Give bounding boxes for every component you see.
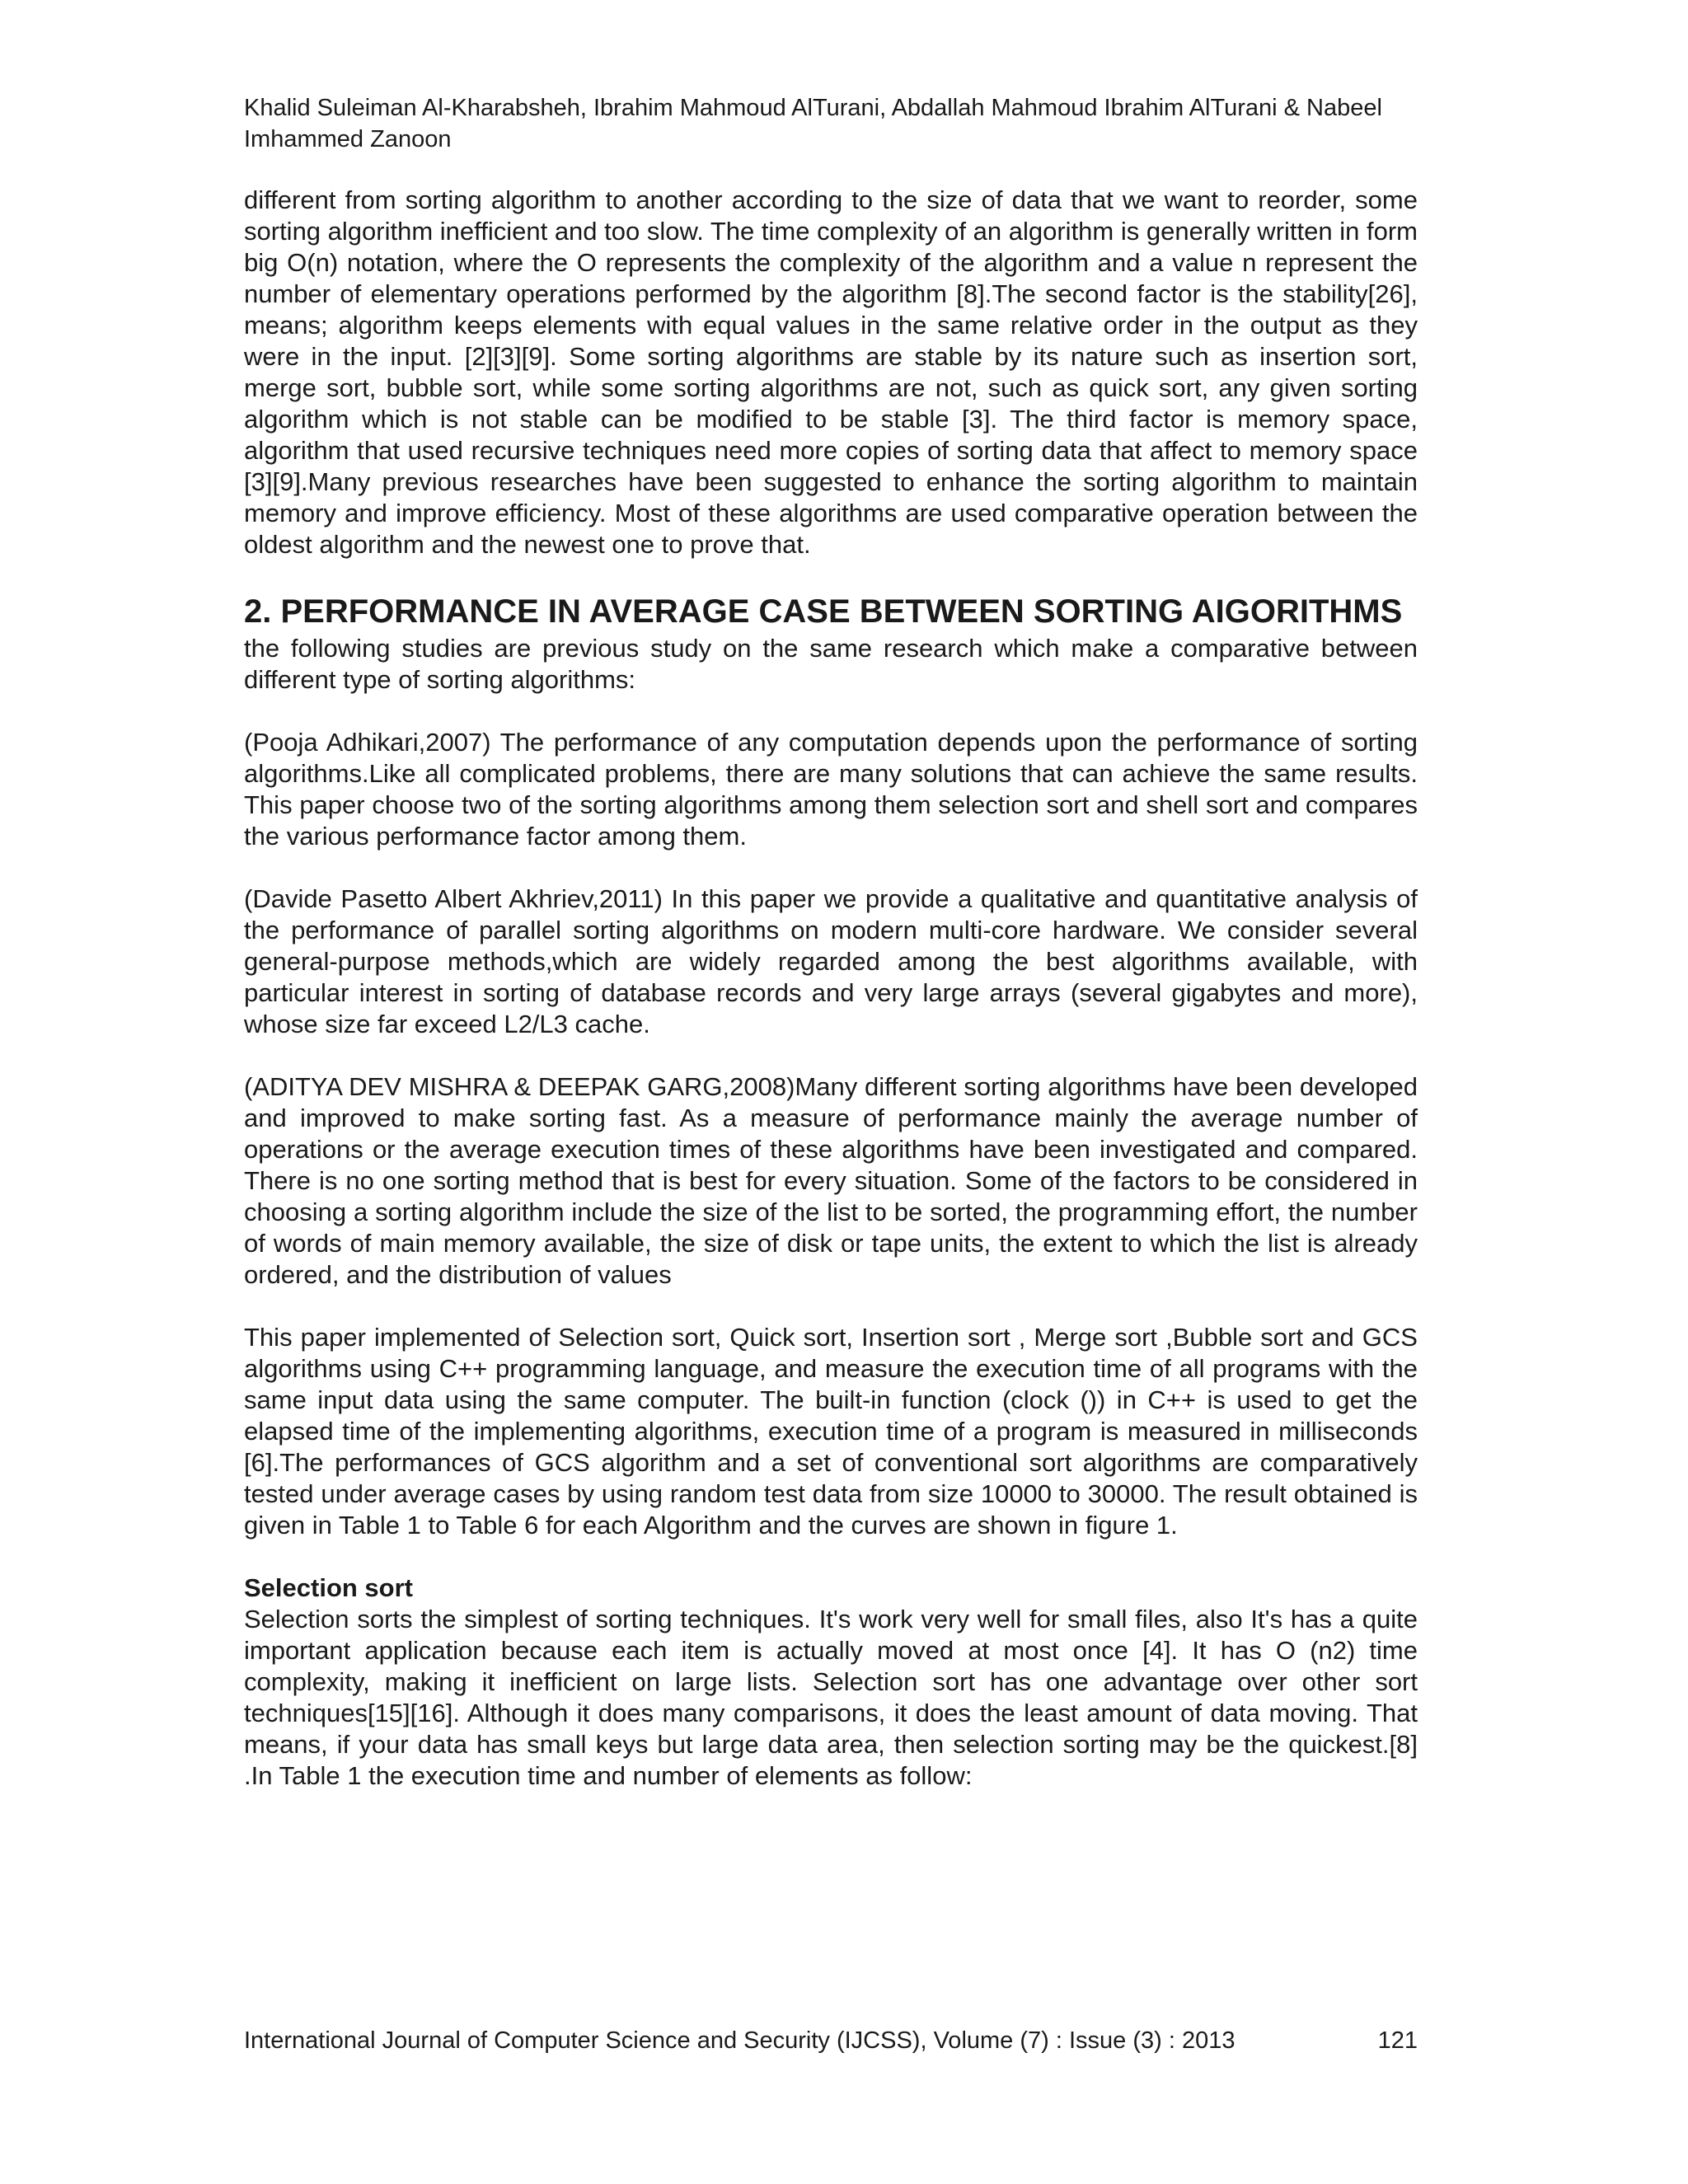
this-paper-paragraph: This paper implemented of Selection sort, Quick sort, Insertion sort , Merge sort ,Bubble sort and GCS algorithms using C++ programming language, and measure the execution time of all programs with the same input data using the same computer. The built-in function (clock ()) in C++ is used to get the elapsed time of the implementing algorithms, execution time of a program is measured in milliseconds [6].The performances of GCS algorithm and a set of conventional sort algorithms are comparatively tested under average cases by using random test data from size 10000 to 30000. The result obtained is given in Table 1 to Table 6 for each Algorithm and the curves are shown in figure 1. xyxy=(244,1323,1418,1540)
subheading-selection-sort: Selection sort xyxy=(244,1573,413,1602)
intro-paragraph: different from sorting algorithm to another according to the size of data that we want to reorder, some sorting algorithm inefficient and too slow. The time complexity of an algorithm is generally written in form big O(n) notation, where the O represents the complexity of the algorithm and a value n represent the number of elementary operations performed by the algorithm [8].The second factor is the stability[26], means; algorithm keeps elements with equal values in the same relative order in the output as they were in the input. [2][3][9]. Some sorting algorithms are stable by its nature such as insertion sort, merge sort, bubble sort, while some sorting algorithms are not, such as quick sort, any given sorting algorithm which is not stable can be modified to be stable [3]. The third factor is memory space, algorithm that used recursive techniques need more copies of sorting data that affect to memory space [3][9].Many previous researches have been suggested to enhance the sorting algorithm to maintain memory and improve efficiency. Most of these algorithms are used comparative operation between the oldest algorithm and the newest one to prove that. xyxy=(244,185,1418,559)
selection-sort-paragraph: Selection sorts the simplest of sorting techniques. It's work very well for small files, also It's has a quite important application because each item is actually moved at most once [4]. It has O (n2) time complexity, making it inefficient on large lists. Selection sort has one advantage over other sort techniques[15][16]. Although it does many comparisons, it does the least amount of data moving. That means, if your data has small keys but large data area, then selection sorting may be the quickest.[8] .In Table 1 the execution time and number of elements as follow: xyxy=(244,1605,1418,1790)
study-paragraph-mishra: (ADITYA DEV MISHRA & DEEPAK GARG,2008)Many different sorting algorithms have been developed and improved to make sorting fast. As a measure of performance mainly the average number of operations or the average execution times of these algorithms have been investigated and compared. There is no one sorting method that is best for every situation. Some of the factors to be considered in choosing a sorting algorithm include the size of the list to be sorted, the programming effort, the number of words of main memory available, the size of disk or tape units, the extent to which the list is already ordered, and the distribution of values xyxy=(244,1072,1418,1289)
page-number: 121 xyxy=(1377,2027,1418,2054)
page-footer xyxy=(244,2025,1418,2056)
running-header-authors: Khalid Suleiman Al-Kharabsheh, Ibrahim Mahmoud AlTurani, Abdallah Mahmoud Ibrahim AlTurani & Nabeel Imhammed Zanoon xyxy=(244,95,1382,152)
study-paragraph-pasetto: (Davide Pasetto Albert Akhriev,2011) In this paper we provide a qualitative and quantitative analysis of the performance of parallel sorting algorithms on modern multi-core hardware. We consider several general-purpose methods,which are widely regarded among the best algorithms available, with particular interest in sorting of database records and very large arrays (several gigabytes and more), whose size far exceed L2/L3 cache. xyxy=(244,884,1418,1038)
page-body xyxy=(244,92,1418,1823)
study-paragraph-adhikari: (Pooja Adhikari,2007) The performance of any computation depends upon the performance of sorting algorithms.Like all complicated problems, there are many solutions that can achieve the same results. This paper choose two of the sorting algorithms among them selection sort and shell sort and compares the various performance factor among them. xyxy=(244,728,1418,851)
footer-journal-citation: International Journal of Computer Science and Security (IJCSS), Volume (7) : Issue (3) : 2013 xyxy=(244,2027,1236,2054)
section-intro-paragraph: the following studies are previous study on the same research which make a comparative between different type of sorting algorithms: xyxy=(244,634,1418,694)
section-heading: 2. PERFORMANCE IN AVERAGE CASE BETWEEN SORTING AIGORITHMS xyxy=(244,593,1403,630)
